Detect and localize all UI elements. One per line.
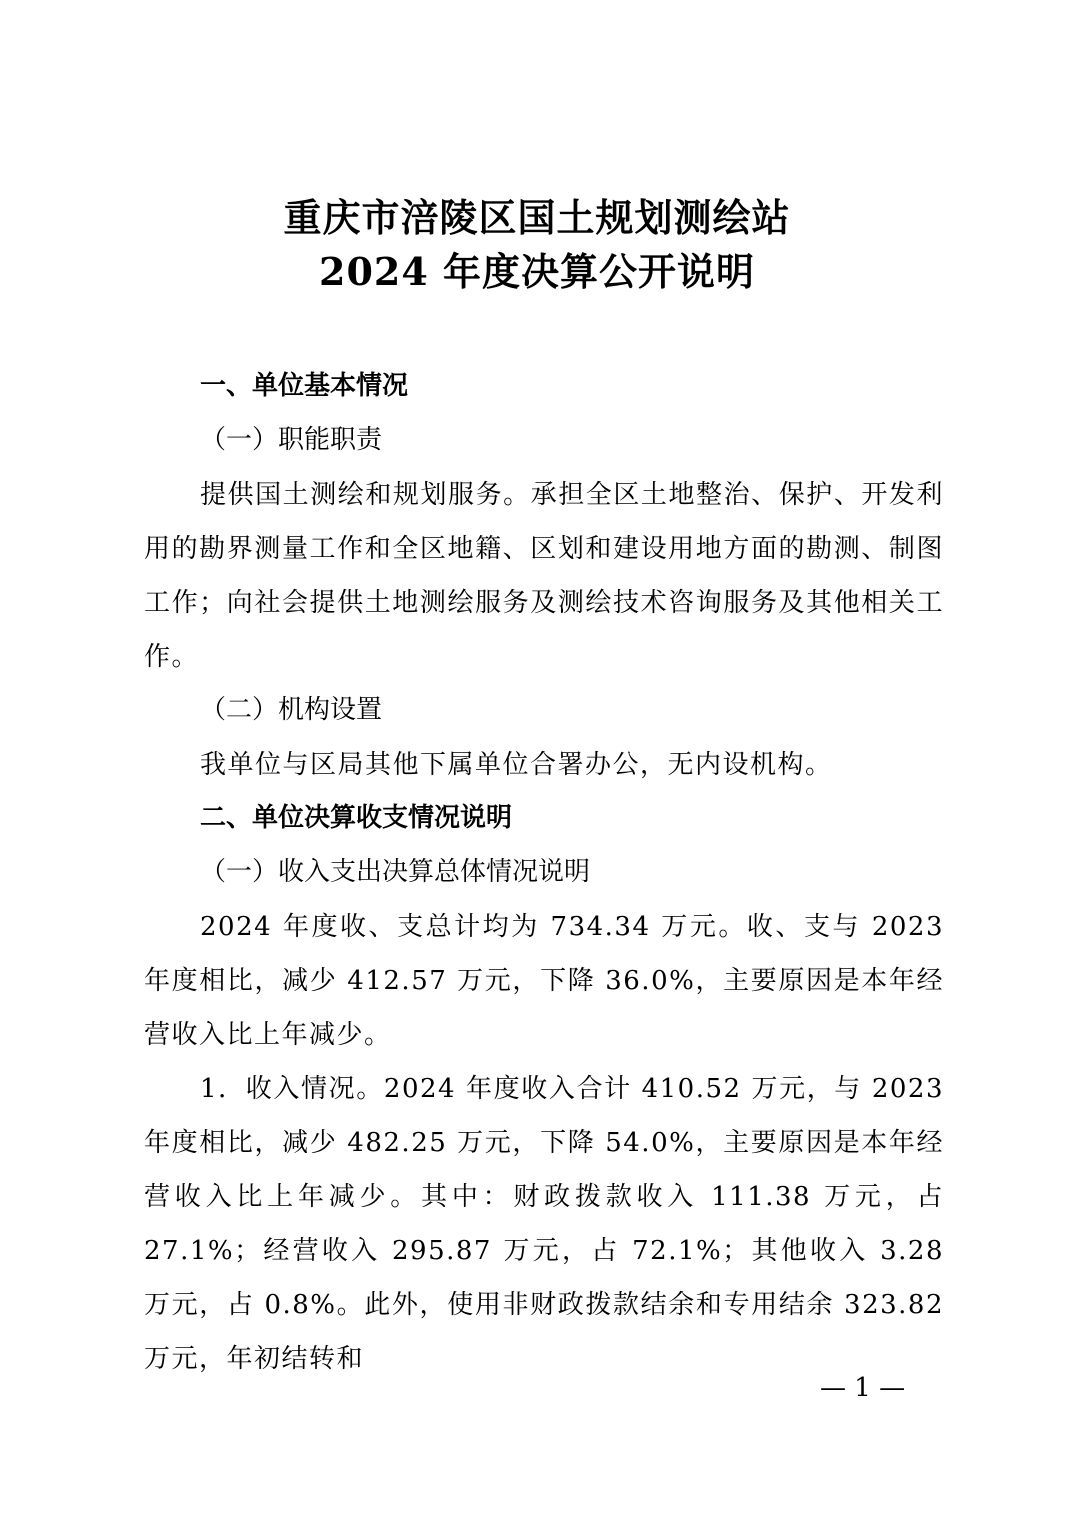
- document-title-line2: 2024 年度决算公开说明: [319, 249, 755, 294]
- subsection-heading-duties: （一）职能职责: [200, 425, 383, 455]
- subsection-heading-organization: （二）机构设置: [200, 695, 383, 725]
- subsection-heading-overall: （一）收入支出决算总体情况说明: [200, 857, 591, 887]
- section-heading-budget: 二、单位决算收支情况说明: [200, 803, 513, 833]
- section-heading-basic-info: 一、单位基本情况: [200, 371, 409, 401]
- paragraph-duties: 提供国土测绘和规划服务。承担全区土地整治、保护、开发利用的勘界测量工作和全区地籍、区划和建设用地方面的勘测、制图工作；向社会提供土地测绘服务及测绘技术咨询服务及其他相关工作。: [144, 480, 944, 672]
- paragraph-overall: 2024 年度收、支总计均为 734.34 万元。收、支与 2023 年度相比，减少 412.57 万元，下降 36.0%，主要原因是本年经营收入比上年减少。: [144, 912, 944, 1050]
- paragraph-organization: 我单位与区局其他下属单位合署办公，无内设机构。: [200, 750, 833, 780]
- paragraph-income: 1．收入情况。2024 年度收入合计 410.52 万元，与 2023 年度相比，减少 482.25 万元，下降 54.0%，主要原因是本年经营收入比上年减少。其中：财政拨款收入 111.38 万元，占 27.1%；经营收入 295.87 万元，占 72.1%；其他收入 3.28 万元，占 0.8%。此外，使用非财政拨款结余和专用结余 323.82 万元，年初结转和: [144, 1074, 944, 1374]
- document-title-line1: 重庆市涪陵区国土规划测绘站: [283, 195, 791, 240]
- page-number: — 1 —: [820, 1373, 906, 1403]
